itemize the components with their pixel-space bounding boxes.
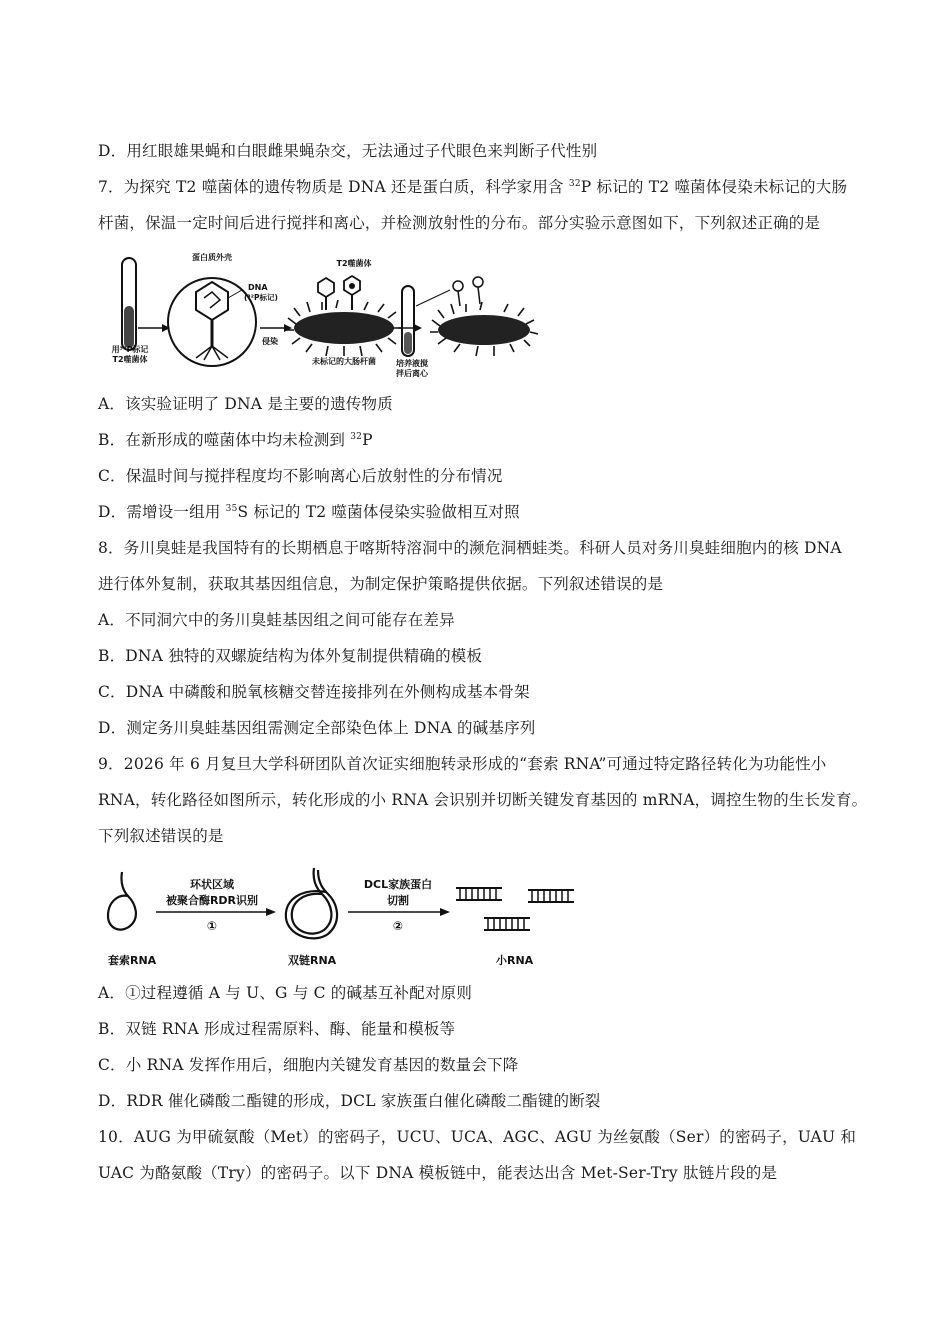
small-rna-fragments-icon xyxy=(456,888,574,930)
q9-stem-line-1: 9．2026 年 6 月复旦大学科研团队首次证实细胞转录形成的“套索 RNA”可通过特定路径转化为功能性小 xyxy=(98,755,827,773)
label-double-strand-rna: 双链RNA xyxy=(288,954,337,967)
label-unmarked-ecoli: 未标记的大肠杆菌 xyxy=(312,357,376,366)
double-strand-rna-icon xyxy=(286,868,337,938)
q7-option-d: D．需增设一组用 $^{35}$S 标记的 T2 噬菌体侵染实验做相互对照 xyxy=(98,503,520,521)
q9-option-d: D．RDR 催化磷酸二酯键的形成，DCL 家族蛋白催化磷酸二酯键的断裂 xyxy=(98,1092,601,1110)
q8-stem-line-2: 进行体外复制，获取其基因组信息，为制定保护策略提供依据。下列叙述错误的是 xyxy=(98,575,664,593)
label-small-rna: 小RNA xyxy=(496,954,534,967)
label-dna: DNA xyxy=(248,283,268,292)
label-dna-marked: (³²P标记) xyxy=(244,293,278,302)
q7-option-a: A．该实验证明了 DNA 是主要的遗传物质 xyxy=(98,395,393,413)
label-lasso-rna: 套索RNA xyxy=(108,954,157,967)
step1-number: ① xyxy=(206,919,218,933)
step2-label-1: DCL家族蛋白 xyxy=(363,878,433,891)
q9-option-a: A．①过程遵循 A 与 U、G 与 C 的碱基互补配对原则 xyxy=(98,984,473,1002)
q7-option-c: C．保温时间与搅拌程度均不影响离心后放射性的分布情况 xyxy=(98,467,503,485)
q9-option-b: B．双链 RNA 形成过程需原料、酶、能量和模板等 xyxy=(98,1020,456,1038)
test-tube-1-icon xyxy=(122,258,136,350)
q9-option-c: C．小 RNA 发挥作用后，细胞内关键发育基因的数量会下降 xyxy=(98,1056,519,1074)
q8-option-c: C．DNA 中磷酸和脱氧核糖交替连接排列在外侧构成基本骨架 xyxy=(98,683,530,701)
step1-label-2: 被聚合酶RDR识别 xyxy=(165,894,259,907)
label-culture-1: 培养液搅 xyxy=(396,359,428,368)
label-culture-2: 拌后离心 xyxy=(396,369,428,378)
q8-option-b: B．DNA 独特的双螺旋结构为体外复制提供精确的模板 xyxy=(98,647,483,665)
phage-icon xyxy=(196,282,228,360)
test-tube-2-icon xyxy=(402,286,414,356)
step2-label-2: 切割 xyxy=(387,894,409,907)
step1-label-1: 环状区域 xyxy=(190,878,234,891)
q10-stem-line-1: 10．AUG 为甲硫氨酸（Met）的密码子，UCU、UCA、AGC、AGU 为丝氨酸（Ser）的密码子，UAU 和 xyxy=(98,1128,857,1146)
tube1-label-2: T2噬菌体 xyxy=(112,355,148,364)
q9-figure-rna-pathway xyxy=(100,862,590,972)
q7-figure-phage-experiment xyxy=(100,246,540,386)
lasso-rna-icon xyxy=(108,872,136,930)
q7-stem-line-1: 7．为探究 T2 噬菌体的遗传物质是 DNA 还是蛋白质，科学家用含 $^{32}$P 标记的 T2 噬菌体侵染未标记的大肠 xyxy=(98,178,848,196)
label-t2-phage: T2噬菌体 xyxy=(336,259,372,268)
e-coli-bacterium-icon xyxy=(284,300,402,356)
t2-phage-small-icon xyxy=(318,276,360,310)
q9-stem-line-2: RNA，转化路径如图所示，转化形成的小 RNA 会识别并切断关键发育基因的 mRNA，调控生物的生长发育。 xyxy=(98,791,868,809)
label-infect: 侵染 xyxy=(262,337,278,346)
q7-stem-line-2: 杆菌，保温一定时间后进行搅拌和离心，并检测放射性的分布。部分实验示意图如下，下列叙述正确的是 xyxy=(98,214,821,232)
q8-option-a: A．不同洞穴中的务川臭蛙基因组之间可能存在差异 xyxy=(98,611,455,629)
q6-option-d: D．用红眼雄果蝇和白眼雌果蝇杂交，无法通过子代眼色来判断子代性别 xyxy=(98,142,598,160)
q9-stem-line-3: 下列叙述错误的是 xyxy=(98,827,224,845)
q10-stem-line-2: UAC 为酪氨酸（Try）的密码子。以下 DNA 模板链中，能表达出含 Met-Ser-Try 肽链片段的是 xyxy=(98,1164,778,1182)
label-protein-shell: 蛋白质外壳 xyxy=(192,253,232,262)
e-coli-after-centrifuge-icon xyxy=(430,302,538,356)
tube1-label-1: 用³²P标记 xyxy=(111,345,149,354)
released-phages-icon xyxy=(453,277,483,306)
step2-number: ② xyxy=(392,919,404,933)
q8-option-d: D．测定务川臭蛙基因组需测定全部染色体上 DNA 的碱基序列 xyxy=(98,719,536,737)
q8-stem-line-1: 8．务川臭蛙是我国特有的长期栖息于喀斯特溶洞中的濒危洞栖蛙类。科研人员对务川臭蛙细胞内的核 DNA xyxy=(98,539,842,557)
q7-option-b: B．在新形成的噬菌体中均未检测到 $^{32}$P xyxy=(98,431,373,449)
